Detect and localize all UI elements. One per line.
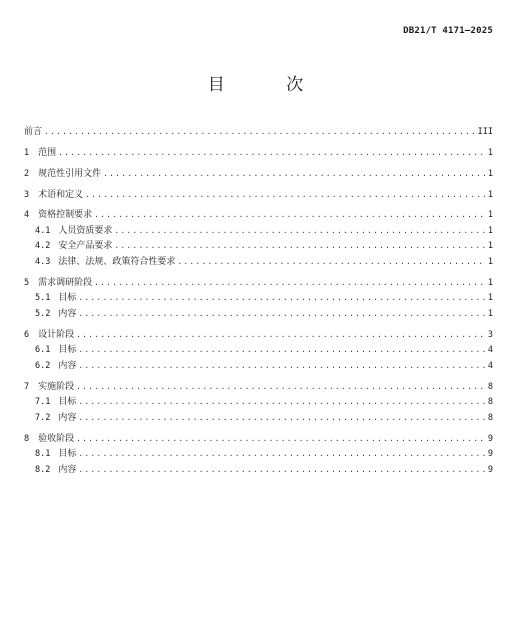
toc-entry-number: 8.2 — [35, 464, 51, 475]
toc-dot-leader — [78, 446, 486, 462]
toc-entry-label: 术语和定义 — [38, 189, 84, 200]
toc-entry-page: 1 — [487, 277, 493, 288]
toc-entry-label: 目标 — [58, 293, 77, 304]
toc-entry-page: 9 — [487, 464, 493, 475]
toc-entry-page: 9 — [487, 433, 493, 444]
toc-subentry[interactable] — [24, 254, 493, 270]
toc-dot-leader — [78, 290, 486, 306]
toc-entry-label: 资格控制要求 — [38, 210, 93, 221]
toc-entry-number: 5.1 — [35, 293, 51, 304]
toc-subentry[interactable] — [24, 462, 493, 478]
toc-entry-label: 内容 — [58, 464, 77, 475]
toc-subentry[interactable] — [24, 446, 493, 462]
toc-entry-number: 4.3 — [35, 257, 51, 268]
toc-subentry[interactable] — [24, 306, 493, 322]
toc-dot-leader — [94, 207, 486, 223]
toc-entry[interactable] — [24, 431, 493, 447]
toc-entry-label: 内容 — [58, 308, 77, 319]
toc-entry-number: 6.2 — [35, 360, 51, 371]
toc-entry-number: 7.1 — [35, 397, 51, 408]
toc-entry-page: III — [477, 127, 493, 137]
toc-entry-number: 5 — [24, 277, 30, 288]
toc-entry-label: 需求调研阶段 — [38, 277, 93, 288]
toc-entry[interactable] — [24, 124, 493, 140]
toc-entry-page: 1 — [487, 225, 493, 236]
toc-entry-number: 5.2 — [35, 308, 51, 319]
toc-entry-label: 安全产品要求 — [58, 241, 113, 252]
toc-entry-page: 1 — [487, 257, 493, 268]
toc-entry-page: 8 — [487, 412, 493, 423]
toc-entry-label: 人员资质要求 — [58, 225, 113, 236]
toc-dot-leader — [78, 306, 486, 322]
toc-entry-page: 1 — [487, 168, 493, 179]
toc-subentry[interactable] — [24, 394, 493, 410]
toc-subentry[interactable] — [24, 358, 493, 374]
toc-entry-label: 法律、法规、政策符合性要求 — [58, 257, 176, 268]
toc-entry-label: 验收阶段 — [38, 433, 75, 444]
toc-dot-leader — [78, 394, 486, 410]
toc-entry-page: 1 — [487, 293, 493, 304]
toc-entry-page: 3 — [487, 329, 493, 340]
toc-entry[interactable] — [24, 275, 493, 291]
toc-entry-number: 7.2 — [35, 412, 51, 423]
toc-subentry[interactable] — [24, 223, 493, 239]
toc-dot-leader — [78, 462, 486, 478]
toc-entry[interactable] — [24, 379, 493, 395]
toc-dot-leader — [78, 358, 486, 374]
toc-entry-page: 8 — [487, 381, 493, 392]
toc-entry[interactable] — [24, 327, 493, 343]
toc-entry-number: 1 — [24, 147, 30, 158]
toc-dot-leader — [78, 342, 486, 358]
toc-dot-leader — [76, 431, 486, 447]
toc-entry-label: 范围 — [38, 147, 57, 158]
toc-entry-label: 内容 — [58, 412, 77, 423]
toc-entry-number: 4.2 — [35, 241, 51, 252]
toc-entry-number: 6.1 — [35, 345, 51, 356]
toc-entry[interactable] — [24, 207, 493, 223]
toc-entry-number: 2 — [24, 168, 30, 179]
toc-entry-label: 目标 — [58, 345, 77, 356]
toc-entry-number: 4 — [24, 210, 30, 221]
toc-entry-page: 4 — [487, 345, 493, 356]
toc-entry-label: 规范性引用文件 — [38, 168, 102, 179]
toc-subentry[interactable] — [24, 342, 493, 358]
toc-entry-label: 前言 — [24, 127, 43, 137]
toc-entry-page: 1 — [487, 308, 493, 319]
toc-dot-leader — [44, 124, 476, 140]
toc-dot-leader — [177, 254, 486, 270]
toc-entry-page: 1 — [487, 241, 493, 252]
toc-entry-number: 3 — [24, 189, 30, 200]
toc-entry-label: 实施阶段 — [38, 381, 75, 392]
toc-entry-label: 目标 — [58, 449, 77, 460]
toc-entry-label: 设计阶段 — [38, 329, 75, 340]
toc-entry-number: 8 — [24, 433, 30, 444]
toc-entry-page: 8 — [487, 397, 493, 408]
toc-entry-page: 9 — [487, 449, 493, 460]
toc-entry-page: 4 — [487, 360, 493, 371]
toc-dot-leader — [103, 166, 486, 182]
toc-subentry[interactable] — [24, 290, 493, 306]
toc-entry-number: 6 — [24, 329, 30, 340]
toc-dot-leader — [76, 379, 486, 395]
toc-entry[interactable] — [24, 187, 493, 203]
toc-entry[interactable] — [24, 166, 493, 182]
toc-entry-number: 8.1 — [35, 449, 51, 460]
toc-entry-number: 4.1 — [35, 225, 51, 236]
toc-subentry[interactable] — [24, 410, 493, 426]
toc-entry-page: 1 — [487, 189, 493, 200]
toc-subentry[interactable] — [24, 238, 493, 254]
toc-dot-leader — [58, 145, 486, 161]
document-code: DB21/T 4171—2025 — [403, 26, 493, 36]
toc-list — [24, 124, 493, 477]
toc-dot-leader — [94, 275, 486, 291]
toc-entry-label: 目标 — [58, 397, 77, 408]
toc-entry-number: 7 — [24, 381, 30, 392]
toc-entry-label: 内容 — [58, 360, 77, 371]
toc-dot-leader — [114, 238, 486, 254]
toc-dot-leader — [114, 223, 486, 239]
toc-entry-page: 1 — [487, 147, 493, 158]
toc-dot-leader — [78, 410, 486, 426]
toc-dot-leader — [76, 327, 486, 343]
toc-entry[interactable] — [24, 145, 493, 161]
toc-entry-page: 1 — [487, 210, 493, 221]
toc-title: 目 次 — [207, 75, 332, 95]
toc-dot-leader — [85, 187, 486, 203]
